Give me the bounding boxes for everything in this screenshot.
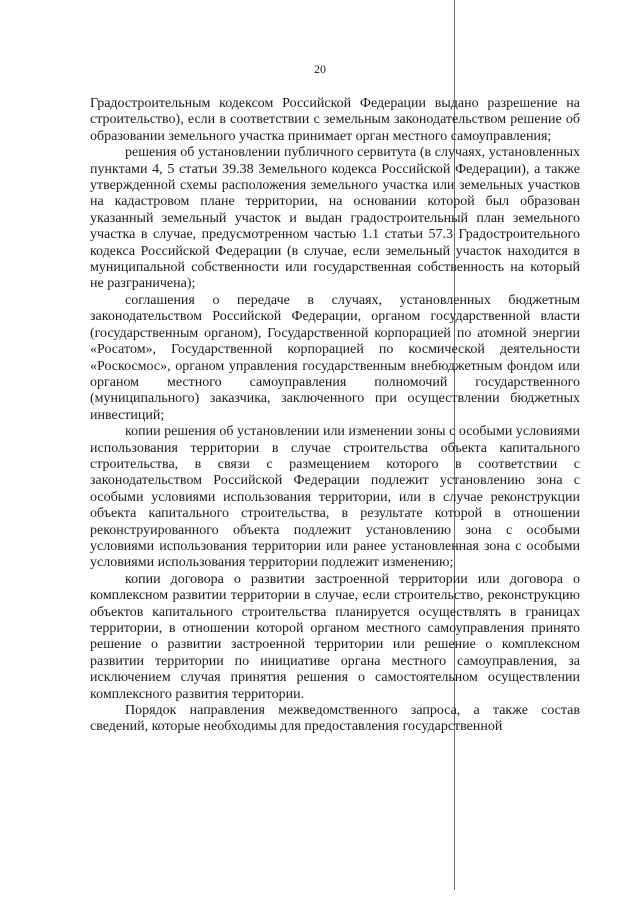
paragraph-2: решения об установлении публичного сервитута (в случаях, установленных пунктами 4, 5 статьи 39.38 Земельного кодекса Российской Федерации), а также утвержденной схемы расположения земельного участка или земельных участков на кадастровом плане территории, на основании которой был образован указанный земельный участок и выдан градостроительный план земельного участка в случае, предусмотренном частью 1.1 статьи 57.3 Градостроительного кодекса Российской Федерации (в случае, если земельный участок находится в муниципальной собственности или государственная собственность на который не разграничена);	[90, 145, 580, 292]
paragraph-1: Градостроительным кодексом Российской Федерации выдано разрешение на строительство), если в соответствии с земельным законодательством решение об образовании земельного участка принимает орган местного самоуправления;	[90, 96, 580, 144]
page-number: 20	[314, 62, 326, 76]
paragraph-5: копии договора о развитии застроенной территории или договора о комплексном развитии территории в случае, если строительство, реконструкцию объектов капитального строительства планируется осуществлять в границах территории, в отношении которой органом местного самоуправления принято решение о развитии застроенной территории или решение о комплексном развитии территории по инициативе органа местного самоуправления, за исключением случая принятия решения о самостоятельном осуществлении комплексного развития территории.	[90, 571, 580, 702]
document-body	[90, 96, 580, 736]
paragraph-6: Порядок направления межведомственного запроса, а также состав сведений, которые необходимы для предоставления государственной	[90, 703, 580, 735]
paragraph-4: копии решения об установлении или изменении зоны с особыми условиями использования территории в случае строительства объекта капитального строительства, в связи с размещением которого в соответствии с законодательством Российской Федерации подлежит установлению зона с особыми условиями использования территории, или в случае реконструкции объекта капитального строительства, в результате которой в отношении реконструированного объекта подлежит установлению зона с особыми условиями использования территории или ранее установленная зона с особыми условиями использования территории подлежит изменению;	[90, 424, 580, 571]
paragraph-3: соглашения о передаче в случаях, установленных бюджетным законодательством Российской Федерации, органом государственной власти (государственным органом), Государственной корпорацией по атомной энергии «Росатом», Государственной корпорацией по космической деятельности «Роскосмос», органом управления государственным внебюджетным фондом или органом местного самоуправления полномочий государственного (муниципального) заказчика, заключенного при осуществлении бюджетных инвестиций;	[90, 292, 580, 423]
